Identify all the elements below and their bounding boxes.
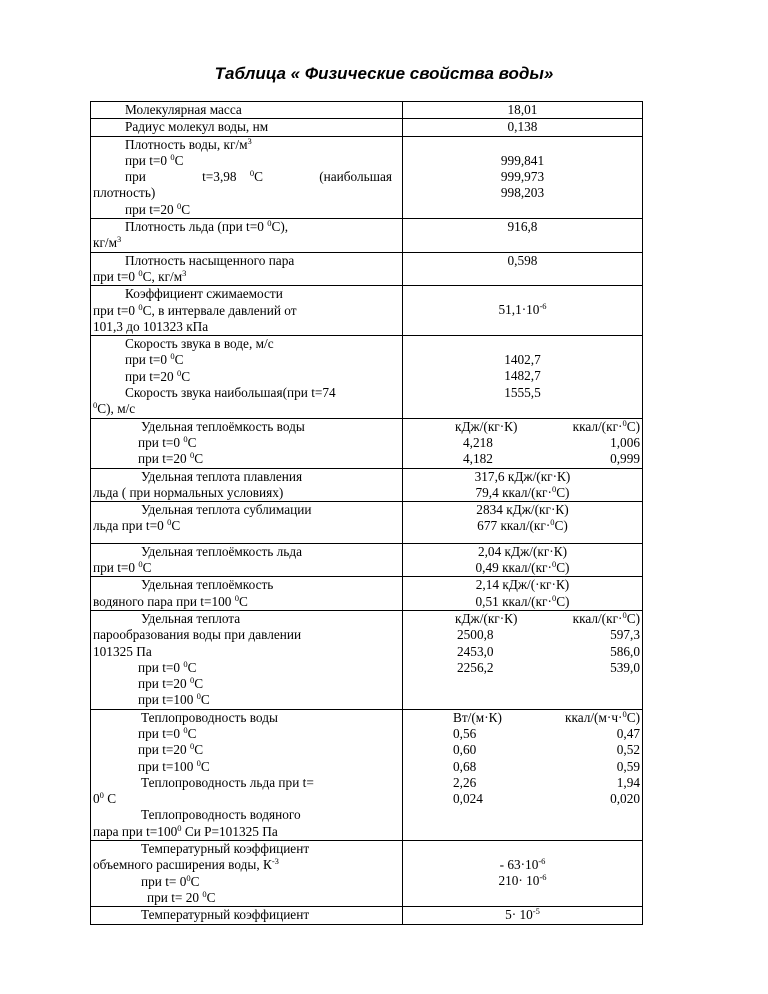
property-sublabel: при t=3,98 $^0$С (наибольшая — [125, 168, 392, 185]
table-row — [91, 709, 643, 840]
property-cell — [91, 286, 403, 336]
property-cell — [91, 907, 403, 924]
property-label: Температурный коэффициент — [141, 841, 310, 857]
table-row — [91, 502, 643, 544]
property-value: 2,14 кДж/(·кг·К) — [475, 577, 570, 593]
value-cell — [403, 841, 643, 907]
property-value: 999,841 — [500, 152, 545, 168]
property-value: 79,4 ккал/(кг·$^0$С) — [475, 483, 570, 500]
property-label: Молекулярная масса — [125, 102, 242, 117]
property-sublabel: при t=20 $^0$С — [138, 450, 204, 467]
property-cell — [91, 709, 403, 840]
property-sublabel: при t=20 $^0$С — [138, 675, 204, 692]
value-cell — [403, 219, 643, 253]
property-label: Скорость звука в воде, м/с — [125, 336, 274, 352]
property-sublabel: при t=100 $^0$С — [138, 691, 210, 708]
value-cell — [403, 468, 643, 502]
property-label: Удельная теплота плавления — [141, 468, 303, 484]
table-row — [91, 252, 643, 286]
property-value: 0,024 0,020 — [453, 791, 640, 807]
property-value: 2256,2 539,0 — [457, 659, 640, 675]
table-row — [91, 136, 643, 218]
property-value: 0,598 — [507, 252, 538, 268]
property-sublabel: Скорость звука наибольшая(при t=74 — [125, 385, 336, 401]
property-label: Температурный коэффициент — [141, 907, 310, 923]
property-sublabel: $0^0$ С — [93, 790, 117, 807]
value-cell — [403, 577, 643, 611]
property-label: при t=0 $^0$С, в интервале давлений от — [93, 301, 297, 318]
property-sublabel: Теплопроводность льда при t= — [141, 774, 314, 790]
property-sublabel: при t=0 $^0$С — [138, 433, 197, 450]
property-value: 2453,0 586,0 — [457, 643, 640, 659]
property-cell — [91, 841, 403, 907]
property-sublabel: при t= 20 $^0$С — [147, 888, 216, 905]
property-label: парообразования воды при давлении — [93, 627, 302, 643]
property-cell — [91, 610, 403, 709]
property-label: $кг/м^3$ — [93, 234, 122, 251]
property-value: - $63\cdot 10^{-6}$ — [499, 856, 546, 873]
property-value: $5\cdot 10^{-5}$ — [505, 906, 540, 923]
property-label: 101,3 до 101323 кПа — [93, 318, 209, 334]
property-label: при t=0 $^0$С, $кг/м^3$ — [93, 267, 187, 284]
property-value: 0,56 0,47 — [453, 725, 640, 741]
property-sublabel: при t=0 $^0$С — [125, 151, 184, 168]
property-sublabel: Теплопроводность водяного — [141, 807, 301, 823]
table-row — [91, 468, 643, 502]
property-value: 1402,7 — [504, 352, 541, 368]
property-cell — [91, 219, 403, 253]
property-value: 677 ккал/(кг·$^0$С) — [477, 517, 568, 534]
table-row — [91, 219, 643, 253]
property-value: 2500,8 597,3 — [457, 627, 640, 643]
property-label: водяного пара при t=100 $^0$С — [93, 592, 248, 609]
property-cell — [91, 577, 403, 611]
property-value: 317,6 кДж/(кг·К) — [474, 468, 571, 484]
table-row — [91, 286, 643, 336]
table-row — [91, 543, 643, 577]
property-sublabel: пара при $t=100^0$ Си Р=101325 Па — [93, 822, 278, 839]
property-sublabel: плотность) — [93, 185, 156, 201]
table-row — [91, 119, 643, 136]
property-label: при t=0 $^0$С — [93, 559, 152, 576]
property-sublabel: при t=20 $^0$С — [125, 200, 191, 217]
property-cell — [91, 252, 403, 286]
property-label: Удельная теплота сублимации — [141, 502, 312, 518]
table-row — [91, 102, 643, 119]
property-label: Удельная теплоёмкость воды — [141, 418, 305, 434]
property-value: 0,60 0,52 — [453, 742, 640, 758]
property-sublabel: при t=0 $^0$С — [125, 351, 184, 368]
property-label: Теплопроводность воды — [141, 709, 278, 725]
property-sublabel: $^0$С), м/с — [93, 400, 136, 417]
property-value: 1482,7 — [504, 368, 541, 384]
value-cell — [403, 136, 643, 218]
property-label: 101325 Па — [93, 643, 152, 659]
property-label: Коэффициент сжимаемости — [125, 286, 283, 302]
table-row — [91, 336, 643, 418]
value-cell — [403, 102, 643, 119]
property-cell — [91, 336, 403, 418]
property-value: 2,26 1,94 — [453, 774, 640, 790]
property-value: 2,04 кДж/(кг·К) — [477, 543, 568, 559]
property-value: $51,1\cdot 10^{-6}$ — [498, 301, 547, 318]
property-cell — [91, 136, 403, 218]
property-value: 4,218 1,006 — [463, 434, 640, 450]
property-value: 2834 кДж/(кг·К) — [476, 502, 569, 518]
property-cell — [91, 102, 403, 119]
property-value: 0,51 ккал/(кг·$^0$С) — [475, 592, 570, 609]
property-sublabel: при t=100 $^0$С — [138, 757, 210, 774]
unit-header: Вт/(м·К) ккал/(м·ч·$^0$С) — [453, 708, 640, 725]
value-cell — [403, 119, 643, 136]
property-cell — [91, 119, 403, 136]
table-row — [91, 841, 643, 907]
property-label: льда ( при нормальных условиях) — [93, 484, 284, 500]
value-cell — [403, 610, 643, 709]
property-cell — [91, 543, 403, 577]
table-row — [91, 610, 643, 709]
property-label: Удельная теплоёмкость льда — [141, 543, 303, 559]
value-cell — [403, 286, 643, 336]
table-row — [91, 418, 643, 468]
property-label: объемного расширения воды, $К^{-3}$ — [93, 856, 279, 873]
table-row — [91, 907, 643, 924]
property-sublabel: при $t= 0^0С$ — [141, 872, 200, 889]
property-label: Плотность льда (при t=0 $^0$С), — [125, 218, 289, 235]
property-value: 0,49 ккал/(кг·$^0$С) — [475, 559, 570, 576]
unit-header: кДж/(кг·К) ккал/(кг·$^0$С) — [455, 609, 640, 626]
water-properties-table — [90, 101, 643, 925]
property-sublabel: при t=0 $^0$С — [138, 658, 197, 675]
property-value: 0,138 — [507, 119, 538, 135]
property-cell — [91, 468, 403, 502]
property-value: 0,68 0,59 — [453, 758, 640, 774]
property-value: 998,203 — [500, 185, 545, 201]
property-label: Плотность воды, $кг/м^3$ — [125, 135, 252, 152]
property-value: 916,8 — [507, 219, 538, 235]
unit-header: кДж/(кг·К) ккал/(кг·$^0$С) — [455, 417, 640, 434]
value-cell — [403, 543, 643, 577]
property-sublabel: при t=20 $^0$С — [138, 741, 204, 758]
property-value: $210\cdot 10^{-6}$ — [498, 872, 547, 889]
value-cell — [403, 502, 643, 544]
property-value: 1555,5 — [504, 384, 541, 400]
property-sublabel: при t=0 $^0$С — [138, 724, 197, 741]
value-cell — [403, 418, 643, 468]
value-cell — [403, 709, 643, 840]
property-cell — [91, 418, 403, 468]
property-label: льда при t=0 $^0$С — [93, 517, 181, 534]
property-label: Удельная теплоёмкость — [141, 577, 274, 593]
value-cell — [403, 336, 643, 418]
property-sublabel: при t=20 $^0$С — [125, 367, 191, 384]
table-row — [91, 577, 643, 611]
value-cell — [403, 252, 643, 286]
property-value: 18,01 — [507, 102, 538, 117]
property-value: 999,973 — [500, 168, 545, 184]
property-label: Плотность насыщенного пара — [125, 252, 295, 268]
table-title: Таблица « Физические свойства воды» — [214, 64, 554, 83]
property-label: Радиус молекул воды, нм — [125, 119, 269, 135]
value-cell — [403, 907, 643, 924]
property-label: Удельная теплота — [141, 610, 241, 626]
property-value: 4,182 0,999 — [463, 451, 640, 467]
property-cell — [91, 502, 403, 544]
